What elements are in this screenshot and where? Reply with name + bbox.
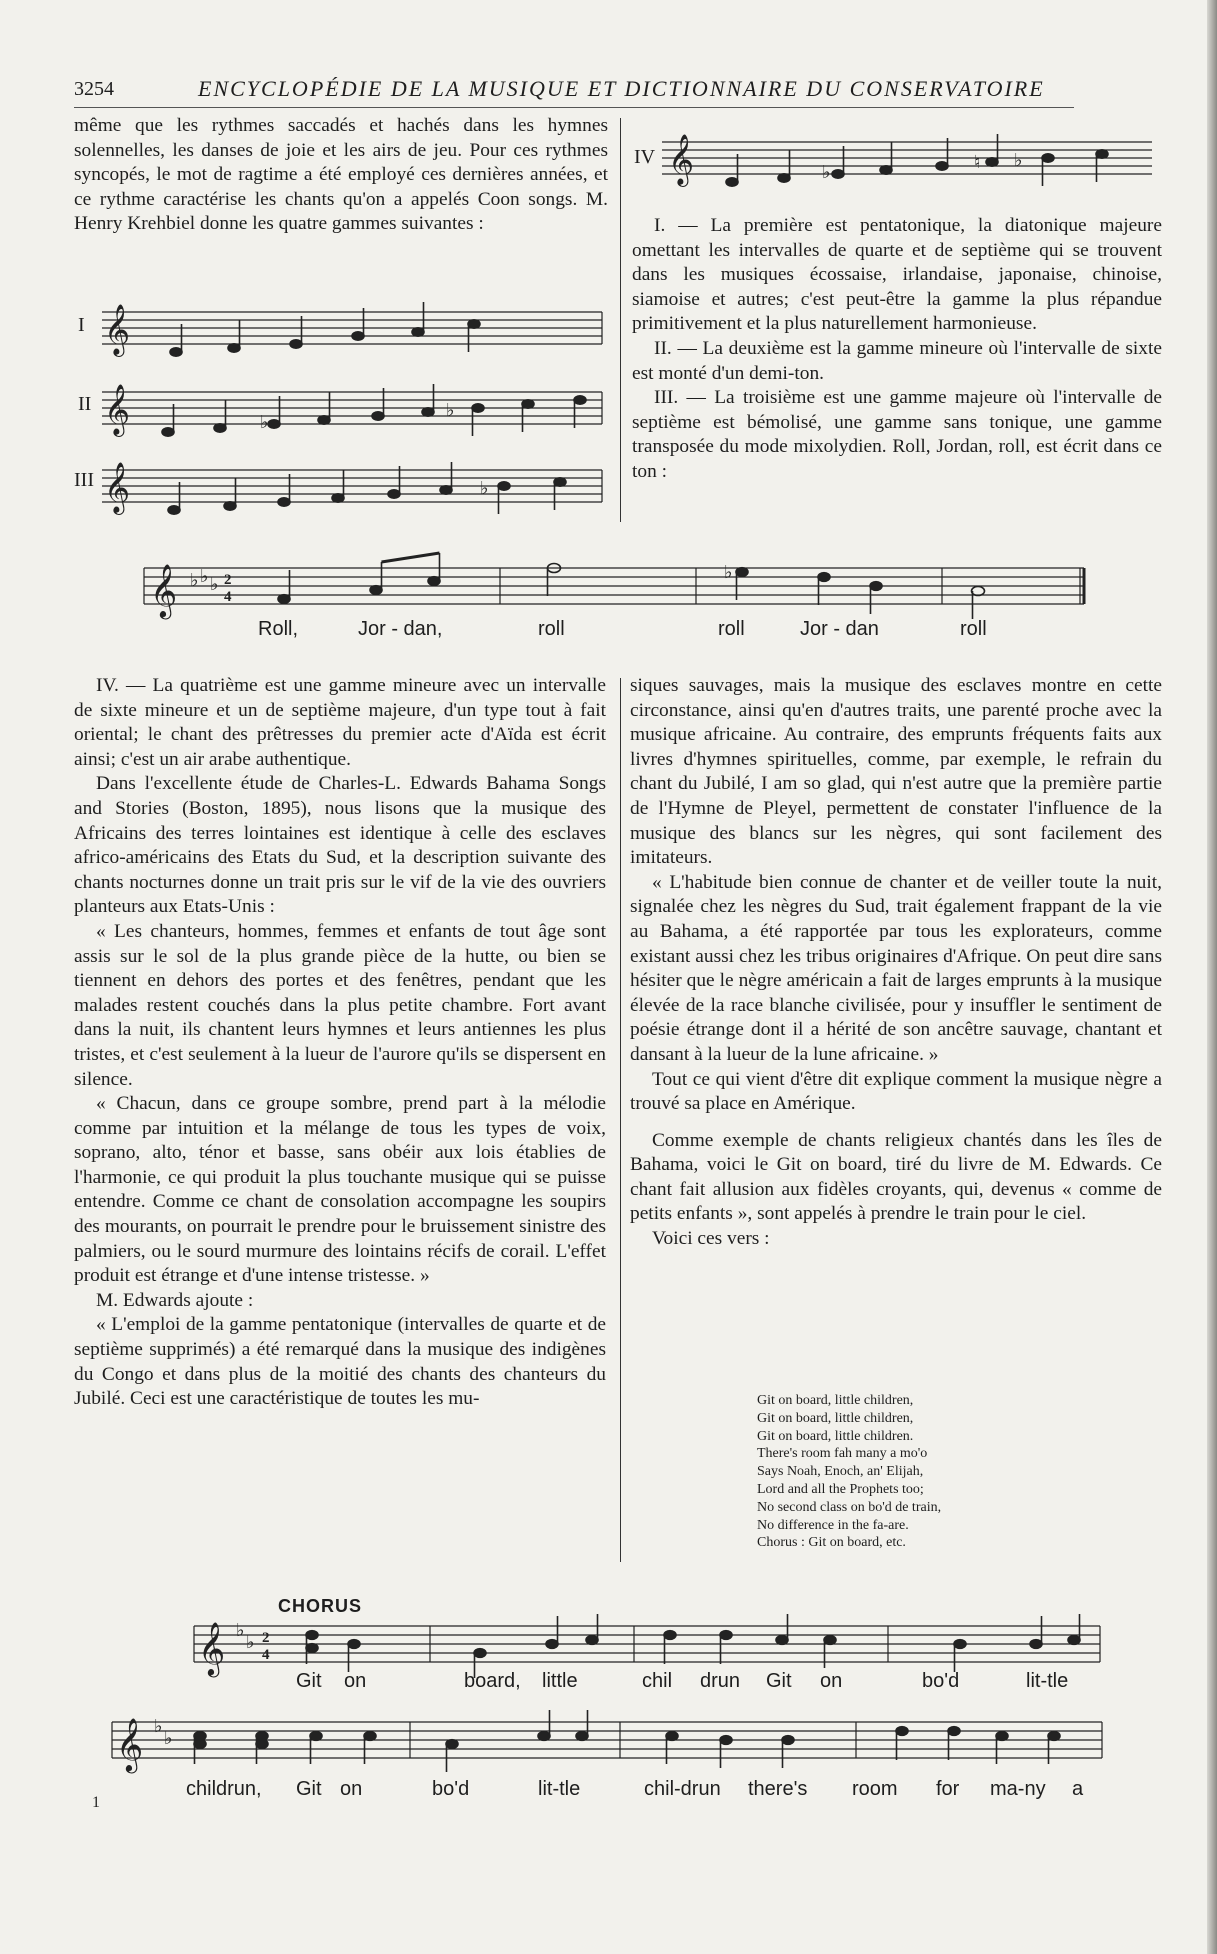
lyric-syllable: room [852,1778,898,1800]
svg-text:𝄞: 𝄞 [116,1717,144,1771]
lyric-syllable: lit-tle [538,1778,581,1800]
svg-text:♭: ♭ [246,1632,255,1652]
svg-text:♭: ♭ [260,412,269,432]
paragraph: Dans l'excellente étude de Charles-L. Edwards Bahama Songs and Stories (Boston, 1895), nous lisons que la musique des Africains des terres lointaines est identique à celle des esclaves africo-américains des Etats du Sud, et la description suivante des chants nocturnes donne un trait pris sur le vif de la vie des ouvriers planteurs aux Etats-Unis : [74,773,606,918]
lyric-syllable: there's [748,1778,808,1800]
column-divider [620,118,621,522]
svg-text:2: 2 [224,572,232,588]
scale-staff-iv [662,128,1152,198]
svg-text:𝄞: 𝄞 [668,134,695,185]
lyric-syllable: Git [296,1778,322,1800]
paragraph: IV. — La quatrième est une gamme mineure avec un intervalle de sixte mineure et un de septième majeure, d'un type tout à fait oriental; le chant des prêtresses du premier acte d'Aïda est écrit ainsi; c'est un air arabe authentique. [74,675,606,770]
lyric-syllable: Git [296,1670,322,1692]
stray-mark: 1 [92,1794,100,1811]
verse-line: No difference in the fa-are. [757,1517,909,1533]
verse-line: Lord and all the Prophets too; [757,1481,924,1497]
header-rule [74,107,1074,108]
svg-text:4: 4 [262,1647,270,1663]
paragraph: Tout ce qui vient d'être dit explique comment la musique nègre a trouvé sa place en Amérique. [630,1068,1162,1115]
svg-text:♭: ♭ [210,574,219,594]
scale-label-i: I [78,314,85,336]
verse-line: Chorus : Git on board, etc. [757,1535,906,1551]
top-left-column [74,114,608,237]
svg-text:𝄞: 𝄞 [198,1621,226,1675]
lyric-syllable: on [344,1670,367,1692]
roll-jordan-staff [144,556,1084,626]
svg-text:♭: ♭ [446,400,455,420]
page-number: 3254 [74,78,114,100]
lyric-syllable: ma-ny [990,1778,1046,1800]
lyric-syllable: board, [464,1670,521,1692]
verse-line: No second class on bo'd de train, [757,1499,942,1515]
page-header [74,76,1074,106]
paragraph: siques sauvages, mais la musique des esclaves montre en cette circonstance, ainsi qu'en d'autres traits, une parenté proche avec la musique africaine. Au contraire, des emprunts fréquents faits aux livres d'hymnes spirituelles, comme, par exemple, le refrain du chant du Jubilé, I am so glad, qui n'est autre que la première partie de l'Hymne de Pleyel, permettent de constater l'influence de la musique des blancs sur les nègres, qui sont facilement des imitateurs. [630,675,1162,869]
lyric-syllable: Jor - dan, [358,618,443,640]
svg-text:𝄞: 𝄞 [104,304,131,355]
lyric-syllable: drun [700,1670,741,1692]
scale-label-ii: II [78,393,92,415]
lyric-syllable: on [820,1670,843,1692]
verse-line: Git on board, little children. [757,1428,914,1444]
verse-block [757,1392,941,1552]
chorus-label: CHORUS [278,1596,363,1616]
svg-text:𝄞: 𝄞 [104,384,131,435]
chorus-staff-2 [112,1710,1102,1780]
lower-left-column [74,674,606,1412]
svg-text:♭: ♭ [1014,150,1023,170]
svg-text:𝄞: 𝄞 [104,462,131,513]
lyric-syllable: little [542,1670,578,1692]
page-edge-shadow [1207,0,1217,1954]
svg-text:♮: ♮ [974,152,981,172]
paragraph: « Les chanteurs, hommes, femmes et enfants de tout âge sont assis sur le sol de la plus grande pièce de la hutte, ou bien se tiennent en dehors des portes et des fenêtres, pendant que les malades restent couchés dans la plus petite chambre. Fort avant dans la nuit, ils chantent leurs hymnes et leurs antiennes les plus tristes, et c'est seulement à la lueur de l'aurore qu'ils se dispersent en silence. [74,920,606,1090]
lyric-syllable: on [340,1778,363,1800]
lower-right-column [630,674,1162,1252]
paragraph: Comme exemple de chants religieux chantés dans les îles de Bahama, voici le Git on board, tiré du livre de M. Edwards. Ce chant fait allusion aux fidèles croyants, qui, devenus « comme de petits enfants », sont appelés à prendre le train pour le ciel. [630,1129,1162,1225]
lyric-syllable: roll [718,618,745,640]
paragraph: « L'emploi de la gamme pentatonique (intervalles de quarte et de septième supprimés) a été remarqué dans la musique des indigènes du Congo et dans plus de la moitié des chants des chanteurs du Jubilé. Ceci est une caractéristique de toutes les mu- [74,1314,606,1410]
lyric-syllable: Git [766,1670,792,1692]
svg-text:𝄞: 𝄞 [150,563,178,617]
lyric-syllable: roll [960,618,987,640]
lyric-syllable: a [1072,1778,1084,1800]
verse-line: Git on board, little children, [757,1393,914,1408]
scale-staff-ii [102,378,602,450]
lyric-syllable: bo'd [432,1778,470,1800]
paragraph: « L'habitude bien connue de chanter et de veiller toute la nuit, signalée chez les nègres du Sud, trait également frappant de la vie au Bahama, a été rapportée par tous les explorateurs, comme existant aussi chez les tribus originaires d'Afrique. On peut dire sans hésiter que le nègre américain a fait de larges emprunts à la musique élevée de la race blanche civilisée, pour y insuffler le sentiment de poésie étrange dont il a hérité de son ancêtre sauvage, chantant et dansant à la lueur de la lune africaine. » [630,871,1162,1065]
verse-line: Says Noah, Enoch, an' Elijah, [757,1464,924,1480]
svg-text:♭: ♭ [480,478,489,498]
running-title: ENCYCLOPÉDIE DE LA MUSIQUE ET DICTIONNAIRE DU CONSERVATOIRE [198,76,1045,101]
top-right-column [632,214,1162,485]
paragraph: I. — La première est pentatonique, la diatonique majeure omettant les intervalles de quarte et de septième qui se trouvent dans les musiques écossaise, irlandaise, japonaise, chinoise, siamoise et autres; c'est peut-être la gamme la plus répandue primitivement et la plus naturellement harmonieuse. [632,215,1162,335]
lyric-syllable: roll [538,618,565,640]
lyric-syllable: chil-drun [644,1778,721,1800]
svg-text:♭: ♭ [190,570,199,590]
scale-staff-i [102,298,602,370]
svg-text:♭: ♭ [164,1728,173,1748]
scale-staff-iii [102,456,602,528]
paragraph: II. — La deuxième est la gamme mineure où l'intervalle de sixte est monté d'un demi-ton. [632,337,1162,384]
svg-text:♭: ♭ [154,1716,163,1736]
lyric-syllable: bo'd [922,1670,960,1692]
lyric-syllable: Jor - dan [800,618,879,640]
svg-text:2: 2 [262,1630,270,1646]
scale-label-iii: III [74,469,94,491]
lyric-syllable: chil [642,1670,673,1692]
svg-text:♭: ♭ [200,566,209,586]
lyric-syllable: Roll, [258,618,299,640]
paragraph: III. — La troisième est une gamme majeure où l'intervalle de septième est bémolisé, une gamme sans tonique, une gamme transposée du mode mixolydien. Roll, Jordan, roll, est écrit dans ce ton : [632,387,1162,482]
verse-line: There's room fah many a mo'o [757,1446,928,1462]
svg-text:♭: ♭ [236,1620,245,1640]
lyric-syllable: lit-tle [1026,1670,1069,1692]
paragraph: Voici ces vers : [652,1228,770,1250]
svg-text:♭: ♭ [724,562,733,582]
paragraph: même que les rythmes saccadés et hachés dans les hymnes solennelles, les danses de joie et les airs de jeu. Pour ces rythmes syncopés, le mot de ragtime a été employé ces dernières années, et ce rythme caractérise les chants qu'on a appelés Coon songs. M. Henry Krehbiel donne les quatre gammes suivantes : [74,115,608,235]
paragraph: « Chacun, dans ce groupe sombre, prend part à la mélodie comme par intuition et la mélange de tous les types de voix, soprano, alto, ténor et basse, sans obéir aux lois établies de l'harmonie, ce qui produit la plus touchante musique qui se puisse entendre. Comme ce chant de consolation accompagne les soupirs des mourants, on pourrait le prendre pour le bruissement sinistre des palmiers, ou le sourd murmure des lointains récifs de corail. L'effet produit est étrange et d'une intense tristesse. » [74,1093,606,1287]
paragraph: M. Edwards ajoute : [96,1289,254,1311]
scale-label-iv: IV [634,146,656,168]
svg-text:4: 4 [224,589,232,605]
lyric-syllable: childrun, [186,1778,262,1800]
verse-line: Git on board, little children, [757,1410,914,1426]
svg-text:♭: ♭ [822,162,831,182]
lyric-syllable: for [936,1778,960,1800]
column-divider [620,678,621,1562]
